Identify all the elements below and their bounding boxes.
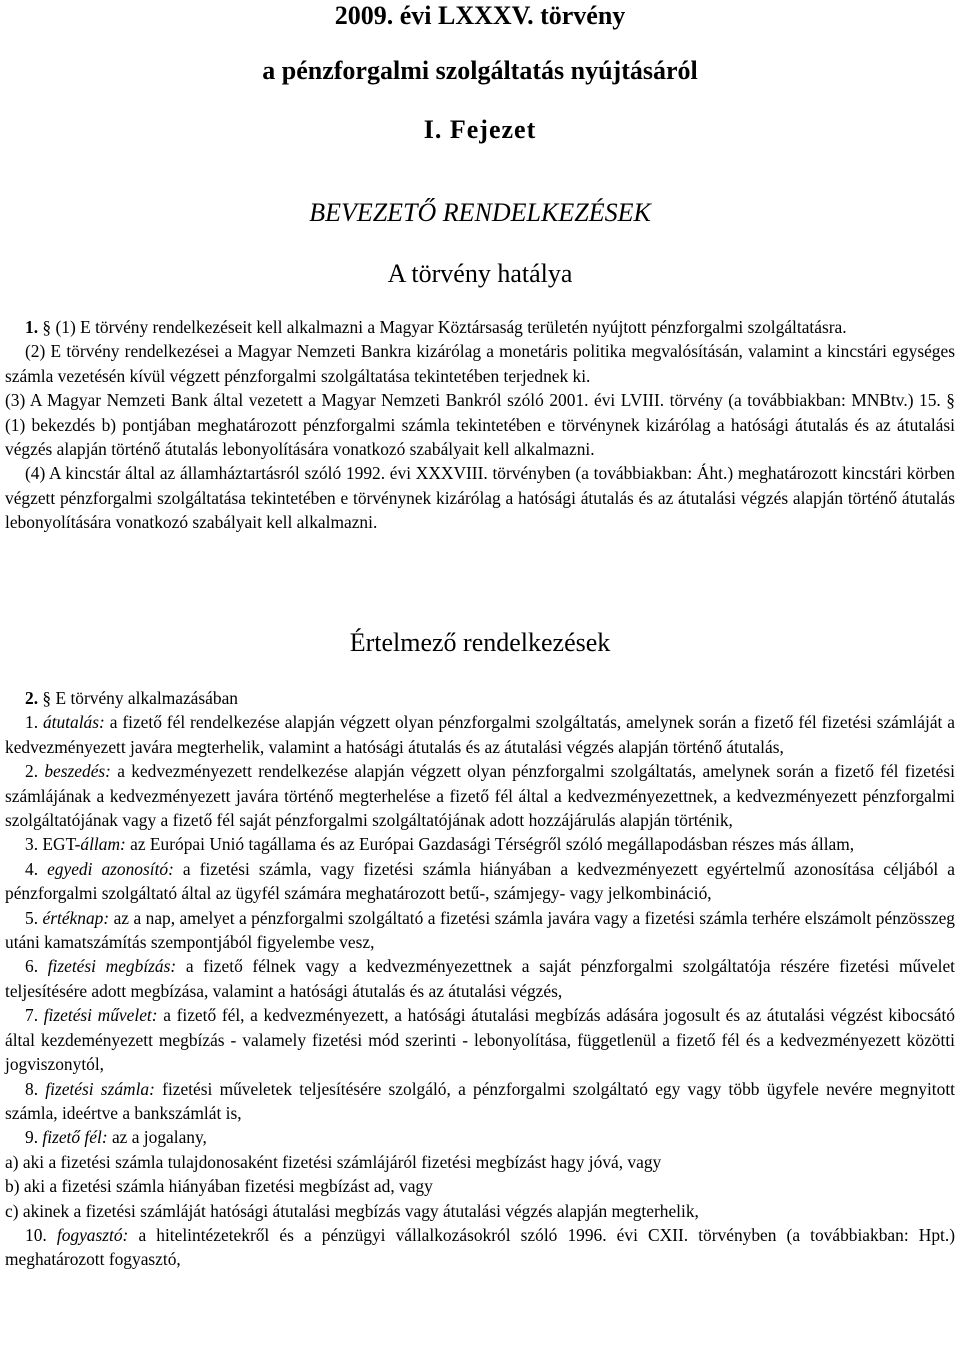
definitions-title: Értelmező rendelkezések xyxy=(349,628,611,657)
definition-item xyxy=(5,1223,955,1272)
paragraph-intro: E törvény alkalmazásában xyxy=(55,688,238,708)
definition-text: az Európai Unió tagállama és az Európai Gazdasági Térségről szóló megállapodásban részes más állam, xyxy=(125,834,855,855)
definition-subitem: a) aki a fizetési számla tulajdonosaként fizetési számlájáról fizetési megbízást hagy jóvá, vagy xyxy=(5,1151,662,1172)
definition-term: fizetési művelet: xyxy=(43,1005,158,1026)
definition-subitem: c) akinek a fizetési számláját hatósági átutalási megbízás vagy átutalási végzés alapján megterhelik, xyxy=(5,1200,699,1221)
law-subtitle: a pénzforgalmi szolgáltatás nyújtásáról xyxy=(262,56,698,85)
definition-item xyxy=(5,832,955,856)
section-sign: § xyxy=(42,688,52,708)
definition-term: egyedi azonosító: xyxy=(47,858,174,879)
definition-item xyxy=(5,1125,955,1149)
definition-item xyxy=(5,857,955,906)
definition-number: 5. xyxy=(25,907,39,928)
definition-term: fizető fél: xyxy=(42,1127,108,1148)
definition-item xyxy=(5,710,955,759)
definition-number: 2. xyxy=(25,761,39,782)
section-sign: § xyxy=(42,317,52,337)
section-title: A törvény hatálya xyxy=(387,259,573,288)
definition-item xyxy=(5,1077,955,1126)
chapter-heading: I. Fejezet xyxy=(423,115,537,144)
definition-term: állam: xyxy=(80,834,126,855)
paragraph-number: 2. xyxy=(25,688,39,708)
definition-number: 7. xyxy=(25,1005,39,1026)
definition-number: 4. xyxy=(25,858,39,879)
paragraph-1-3: (3) A Magyar Nemzeti Bank által vezetett a Magyar Nemzeti Bankról szóló 2001. évi LVIII. törvény (a továbbiakban: MNBtv.) 15. § (1) bekezdés b) pontjában meghatározott pénzforgalmi számla tekintetében e törvénynek kizárólag a hatósági átutalás és az átutalási végzés alapján történő átutalás lebonyolítására vonatkozó szabályait kell alkalmazni. xyxy=(5,390,955,460)
definition-number: 8. xyxy=(25,1078,39,1099)
definition-text: a fizetési számla, vagy fizetési számla hiányában a kedvezményezett egyértelmű azonosítása céljából a pénzforgalmi szolgáltató által az ügyfél számára meghatározott betű-, számjegy- vagy jelkombináció, xyxy=(5,858,955,904)
definition-text: a fizető fél rendelkezése alapján végzett olyan pénzforgalmi szolgáltatás, amelynek során a fizető fél fizetési számláját a kedvezményezett javára megterhelik, valamint a hatósági átutalás és az átutalási végzés alapján történő átutalás, xyxy=(5,712,955,757)
definition-number: 1. xyxy=(25,712,39,733)
paragraph-number: 1. xyxy=(25,317,39,337)
definition-term: fizetési számla: xyxy=(45,1078,155,1099)
definition-text: az a jogalany, xyxy=(107,1127,207,1148)
definition-term: fizetési megbízás: xyxy=(47,956,177,977)
definition-subitem: b) aki a fizetési számla hiányában fizetési megbízást ad, vagy xyxy=(5,1176,433,1197)
definition-term: fogyasztó: xyxy=(56,1224,129,1245)
paragraph-2-intro xyxy=(5,686,955,710)
section-2-body xyxy=(5,686,955,1272)
paragraph-text: (1) E törvény rendelkezéseit kell alkalmazni a Magyar Köztársaság területén nyújtott pénzforgalmi szolgáltatásra. xyxy=(55,317,847,337)
definition-item xyxy=(5,906,955,955)
definition-text: a fizető félnek vagy a kedvezményezettnek a saját pénzforgalmi szolgáltatója részére fizetési művelet teljesítésére adott megbízása, valamint a hatósági átutalás és az átutalási végzés, xyxy=(5,956,955,1001)
definition-term: beszedés: xyxy=(44,761,111,782)
definition-number: 9. xyxy=(25,1127,39,1148)
paragraph-1-4: (4) A kincstár által az államháztartásról szóló 1992. évi XXXVIII. törvényben (a továbbiakban: Áht.) meghatározott kincstári körben végzett pénzforgalmi szolgáltatása tekintetében e törvénynek kizárólag a hatósági átutalás és az átutalási végzés alapján történő átutalás lebonyolítására vonatkozó szabályait kell alkalmazni. xyxy=(5,463,955,533)
law-title: 2009. évi LXXXV. törvény xyxy=(334,1,626,30)
definition-item xyxy=(5,759,955,832)
definition-item xyxy=(5,954,955,1003)
definition-number: 6. xyxy=(25,956,39,977)
chapter-title: BEVEZETŐ RENDELKEZÉSEK xyxy=(309,198,651,227)
paragraph-1-2: (2) E törvény rendelkezései a Magyar Nemzeti Bankra kizárólag a monetáris politika megvalósításán, valamint a kincstári egységes számla vezetésén kívül végzett pénzforgalmi szolgáltatása tekintetében terjednek ki. xyxy=(5,341,955,386)
definition-term: átutalás: xyxy=(42,712,105,733)
definition-number: 10. xyxy=(25,1224,47,1245)
definition-text: az a nap, amelyet a pénzforgalmi szolgáltató a fizetési számla javára vagy a fizetési számla terhére elszámolt pénzösszeg utáni kamatszámítás szempontjából figyelembe vesz, xyxy=(5,907,955,953)
section-1-body xyxy=(5,315,955,535)
definition-text: a hitelintézetekről és a pénzügyi vállalkozásokról szóló 1996. évi CXII. törvényben (a továbbiakban: Hpt.) meghatározott fogyasztó, xyxy=(5,1224,955,1270)
definition-text: fizetési műveletek teljesítésére szolgáló, a pénzforgalmi szolgáltató egy vagy több ügyfele nevére megnyitott számla, ideértve a bankszámlát is, xyxy=(5,1078,955,1123)
definition-term: értéknap: xyxy=(42,907,110,928)
definition-number: 3. EGT- xyxy=(25,834,81,855)
definition-item xyxy=(5,1003,955,1076)
definition-text: a kedvezményezett rendelkezése alapján végzett olyan pénzforgalmi szolgáltatás, amelynek során a fizető fél fizetési számlájának a kedvezményezett javára történő megterhelése a fizető fél által a kedvezményezettnek, a kedvezményezett pénzforgalmi szolgáltatójának vagy a fizető fél saját pénzforgalmi szolgáltatójának adott hozzájárulás alapján történik, xyxy=(5,761,955,831)
definition-text: a fizető fél, a kedvezményezett, a hatósági átutalási megbízás adására jogosult és az átutalási végzést kibocsátó által kezdeményezett megbízás - valamely fizetési mód szerinti - lebonyolítása, függetlenül a fizető fél és a kedvezményezett közötti jogviszonytól, xyxy=(5,1005,955,1075)
paragraph-1-1 xyxy=(5,315,955,339)
